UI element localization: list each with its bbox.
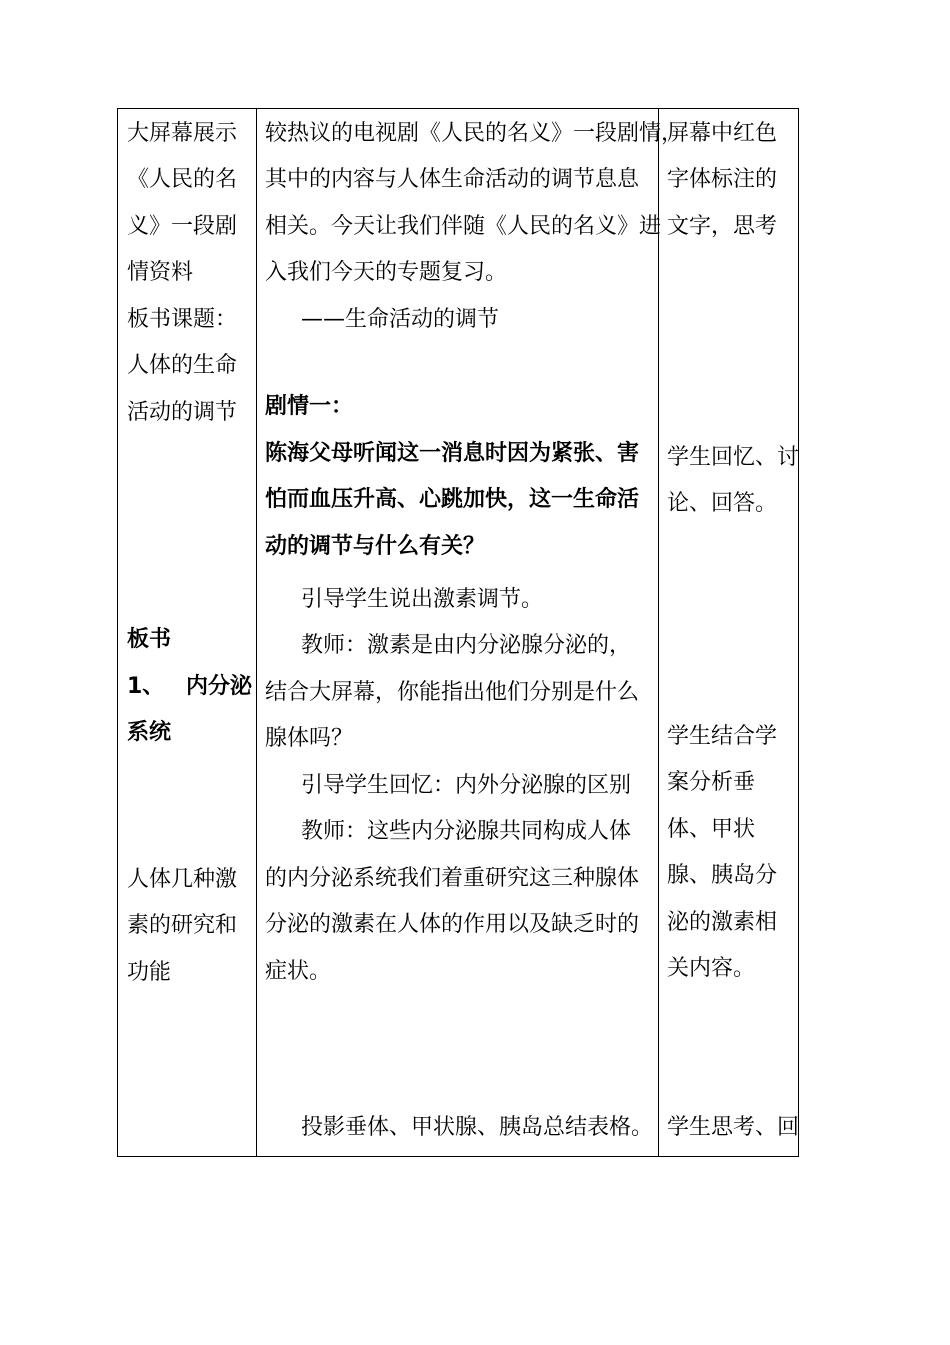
right-text-line: 字体标注的	[667, 167, 778, 192]
lesson-plan-table	[117, 108, 799, 1157]
section-title-cont: 系统	[127, 720, 172, 745]
plot-line: 动的调节与什么有关？	[265, 534, 486, 559]
board-heading: 板书	[127, 627, 172, 652]
teacher-line: 教师：激素是由内分泌腺分泌的，	[301, 633, 632, 658]
plot-line: 陈海父母听闻这一消息时因为紧张、害	[265, 441, 640, 466]
left-text-line: 人体的生命	[127, 353, 238, 378]
intro-line: 入我们今天的专题复习。	[265, 260, 508, 285]
right-text-line: 案分析垂	[667, 770, 756, 795]
right-text-line: 论、回答。	[667, 491, 778, 516]
right-text-line: 泌的激素相	[667, 910, 778, 935]
teacher-line: 的内分泌系统我们着重研究这三种腺体	[265, 866, 640, 891]
right-text-line: 学生思考、回	[667, 1115, 800, 1140]
left-text-line: 板书课题：	[127, 307, 238, 332]
right-text-line: 学生回忆、讨	[667, 445, 800, 470]
projection-line: 投影垂体、甲状腺、胰岛总结表格。	[301, 1115, 654, 1140]
left-text-line: 义》一段剧	[127, 214, 238, 239]
column-divider	[256, 109, 257, 1156]
left-text-line: 素的研究和	[127, 913, 238, 938]
right-text-line: 文字，思考	[667, 214, 778, 239]
left-column	[127, 109, 252, 1156]
left-text-line: 情资料	[127, 260, 194, 285]
intro-line: 较热议的电视剧《人民的名义》一段剧情，	[265, 121, 684, 146]
right-text-line: 屏幕中红色	[667, 121, 778, 146]
plot-line: 怕而血压升高、心跳加快，这一生命活	[265, 487, 640, 512]
intro-line: 相关。今天让我们伴随《人民的名义》进	[265, 214, 662, 239]
teacher-line: 症状。	[265, 959, 332, 984]
teacher-line: 教师：这些内分泌腺共同构成人体	[301, 819, 632, 844]
column-divider	[658, 109, 659, 1156]
guide-line: 引导学生说出激素调节。	[301, 587, 544, 612]
guide-line: 引导学生回忆：内外分泌腺的区别	[301, 773, 632, 798]
left-text-line: 大屏幕展示	[127, 121, 238, 146]
section-heading	[127, 672, 252, 702]
teacher-line: 腺体吗？	[265, 726, 354, 751]
teacher-line: 结合大屏幕，你能指出他们分别是什么	[265, 680, 640, 705]
right-text-line: 腺、胰岛分	[667, 863, 778, 888]
left-text-line: 功能	[127, 960, 172, 985]
teacher-line: 分泌的激素在人体的作用以及缺乏时的	[265, 912, 640, 937]
right-text-line: 关内容。	[667, 956, 756, 981]
topic-line: ——生命活动的调节	[301, 307, 500, 332]
right-column	[667, 109, 799, 1156]
left-text-line: 《人民的名	[127, 167, 238, 192]
right-text-line: 体、甲状	[667, 817, 756, 842]
middle-column	[265, 109, 684, 1156]
section-number: 1、	[127, 674, 165, 699]
left-text-line: 活动的调节	[127, 400, 238, 425]
plot-heading: 剧情一：	[265, 394, 354, 419]
right-text-line: 学生结合学	[667, 724, 778, 749]
section-title: 内分泌	[185, 674, 252, 699]
left-text-line: 人体几种激	[127, 867, 238, 892]
intro-line: 其中的内容与人体生命活动的调节息息	[265, 167, 640, 192]
